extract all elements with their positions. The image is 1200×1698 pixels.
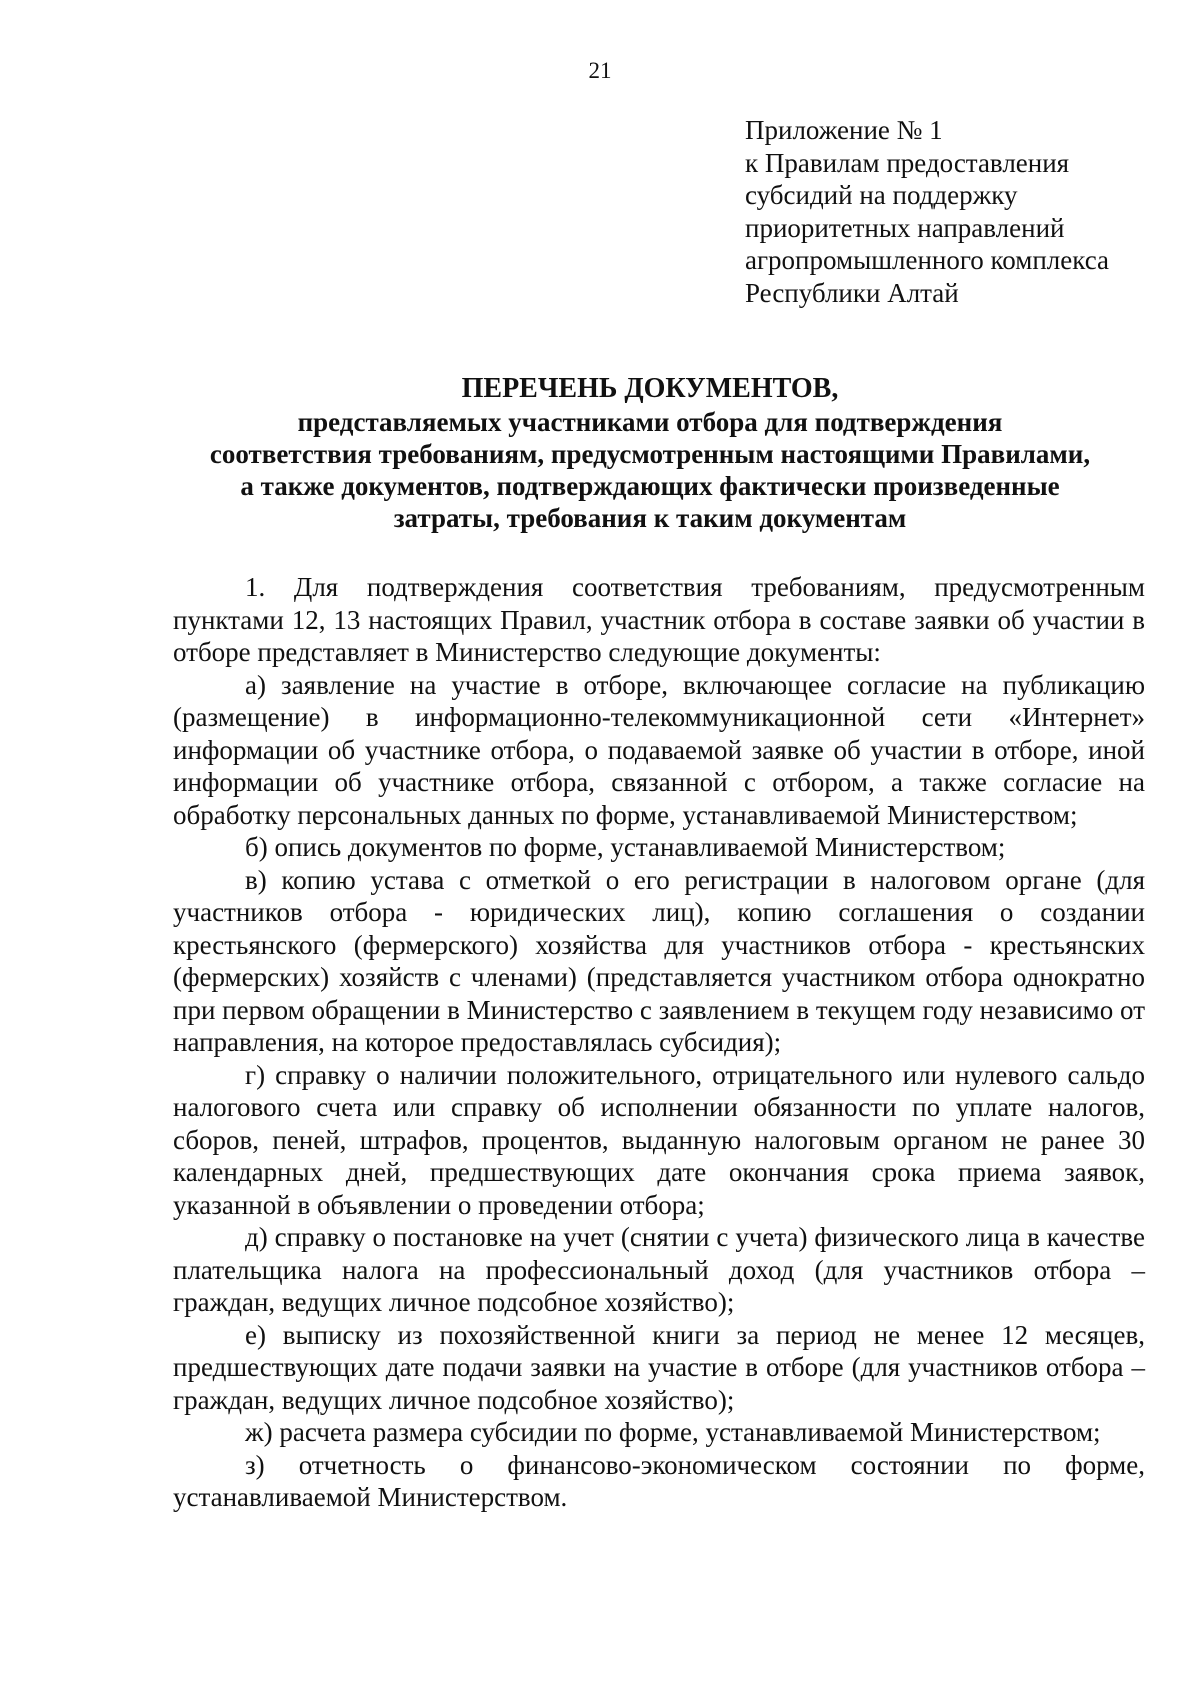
page-number: 21 [588,58,612,83]
paragraph-item-d: д) справку о постановке на учет (снятии с учета) физического лица в качестве плательщика налога на профессиональный доход (для участников отбора – граждан, ведущих личное подсобное хозяйство); [173,1222,1145,1317]
annex-line: к Правилам предоставления [745,147,1070,178]
paragraph-item-e: е) выписку из похозяйственной книги за период не менее 12 месяцев, предшествующих дате подачи заявки на участие в отборе (для участников отбора – граждан, ведущих личное подсобное хозяйство); [173,1319,1145,1415]
title-subline: соответствия требованиям, предусмотренным настоящими Правилами, [209,439,1091,469]
document-body [173,571,1145,1514]
document-title [150,372,1150,534]
title-subline: а также документов, подтверждающих фактически произведенные [240,471,1060,501]
annex-line: субсидий на поддержку [745,180,1018,210]
paragraph-item-a: а) заявление на участие в отборе, включающее согласие на публикацию (размещение) в информационно-телекоммуникационной сети «Интернет» информации об участнике отбора, о подаваемой заявке об участии в отборе, иной информации об участнике отбора, связанной с отбором, а также согласие на обработку персональных данных по форме, устанавливаемой Министерством; [173,669,1145,830]
paragraph-item-g: г) справку о наличии положительного, отрицательного или нулевого сальдо налогового счета или справку об исполнении обязанности по уплате налогов, сборов, пеней, штрафов, процентов, выданную налоговым органом не ранее 30 календарных дней, предшествующих дате окончания срока приема заявок, указанной в объявлении о проведении отбора; [173,1059,1145,1220]
paragraph-item-v: в) копию устава с отметкой о его регистрации в налоговом органе (для участников отбора - юридических лиц), копию соглашения о создании крестьянского (фермерского) хозяйства для участников отбора - крестьянских (фермерских) хозяйств с членами) (представляется участником отбора однократно при первом обращении в Министерство с заявлением в текущем году независимо от направления, на которое предоставлялась субсидия); [173,864,1145,1057]
title-main: ПЕРЕЧЕНЬ ДОКУМЕНТОВ, [461,373,839,404]
annex-line: приоритетных направлений [745,212,1065,243]
paragraph-item-z: з) отчетность о финансово-экономическом состоянии по форме, устанавливаемой Министерством. [173,1449,1145,1512]
paragraph-item-b: б) опись документов по форме, устанавливаемой Министерством; [245,832,1006,862]
annex-line: Республики Алтай [745,277,959,308]
paragraph-intro: 1. Для подтверждения соответствия требованиям, предусмотренным пунктами 12, 13 настоящих Правил, участник отбора в составе заявки об участии в отборе представляет в Министерство следующие документы: [173,572,1145,667]
title-subline: представляемых участниками отбора для подтверждения [297,407,1003,437]
annex-line: агропромышленного комплекса [745,245,1109,275]
annex-line: Приложение № 1 [745,115,943,145]
paragraph-item-zh: ж) расчета размера субсидии по форме, устанавливаемой Министерством; [245,1417,1101,1447]
title-subline: затраты, требования к таким документам [393,503,907,533]
annex-block [745,114,1185,309]
